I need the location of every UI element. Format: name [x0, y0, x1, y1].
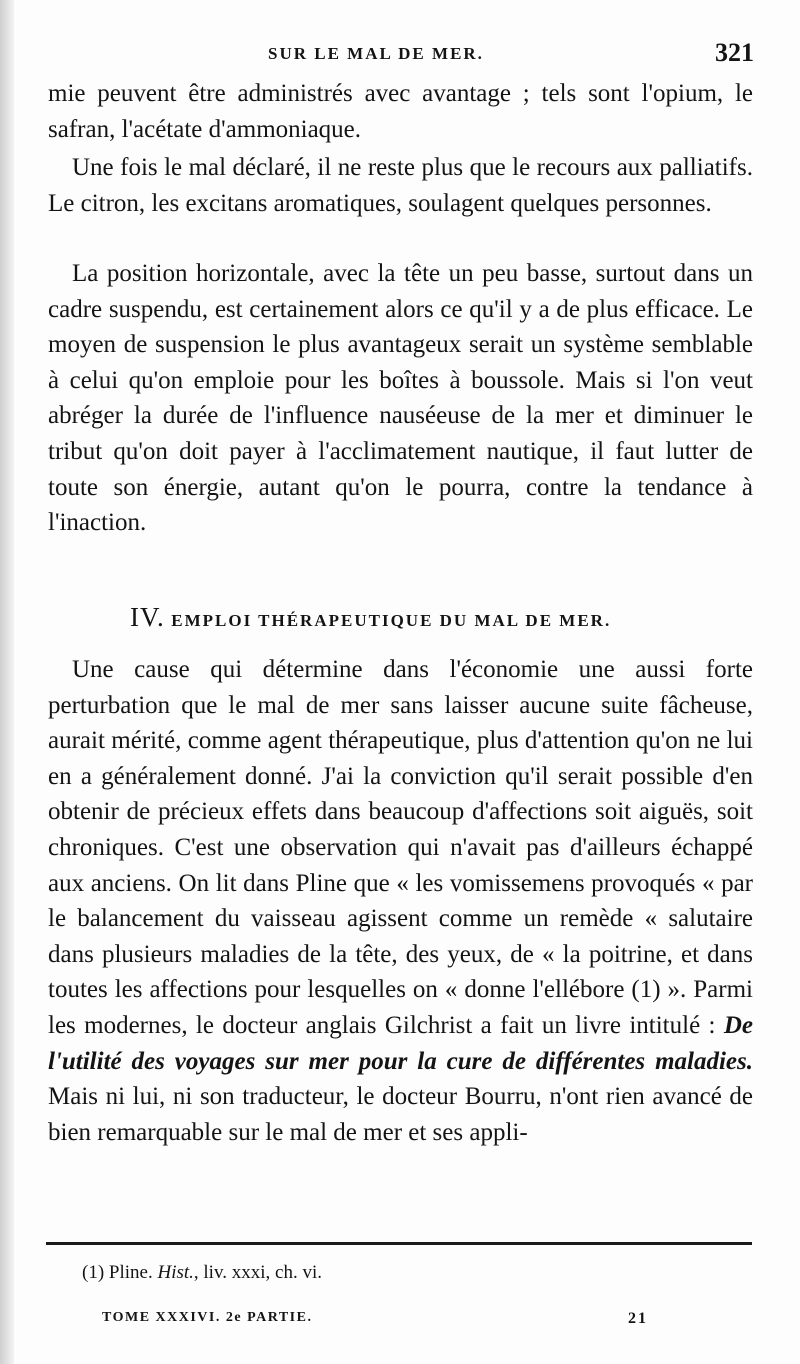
- paragraph-3: La position horizontale, avec la tête un peu basse, surtout dans un cadre suspendu, est certainement alors ce qu'il y a de plus efficace. Le moyen de suspension le plus avantageux serait un système semblable à celui qu'on emploie pour les boîtes à boussole. Mais si l'on veut abréger la durée de l'influence nauséeuse de la mer et diminuer le tribut qu'on doit payer à l'acclimatement nautique, il faut lutter de toute son énergie, autant qu'on le pourra, contre la tendance à l'inaction.: [48, 260, 753, 537]
- footnote-marker: (1): [82, 1262, 105, 1283]
- paragraph-4: [48, 652, 753, 1150]
- paragraph-continuation: [48, 76, 753, 147]
- footnote-reference: , liv. xxxi, ch. vi.: [193, 1262, 322, 1283]
- page-gutter: [0, 0, 14, 1364]
- paragraph-palliatives: [48, 150, 753, 221]
- section-title: EMPLOI THÉRAPEUTIQUE DU MAL DE MER.: [171, 611, 612, 630]
- paragraph-1: mie peuvent être administrés avec avantage ; tels sont l'opium, le safran, l'acétate d'ammoniaque.: [48, 80, 753, 143]
- paragraph-4-start: Une cause qui détermine dans l'économie une aussi forte perturbation que le mal de mer sans laisser aucune suite fâcheuse, aurait mérité, comme agent thérapeutique, plus d'attention qu'on ne lui en a généralement donné. J'ai la conviction qu'il serait possible d'en obtenir de précieux effets dans beaucoup d'affections soit aiguës, soit chroniques. C'est une observation qui n'avait pas d'ailleurs échappé aux anciens. On lit dans Pline que « les vomissemens provoqués « par le balancement du vaisseau agissent comme un remède « salutaire dans plusieurs maladies de la tête, des yeux, de « la poitrine, et dans toutes les affections pour lesquelles on « donne l'ellébore (1) ». Parmi les modernes, le docteur anglais Gilchrist a fait un livre intitulé :: [48, 656, 753, 1039]
- page-header: [0, 38, 800, 72]
- paragraph-4-end: Mais ni lui, ni son traducteur, le docteur Bourru, n'ont rien avancé de bien remarquable sur le mal de mer et ses appli-: [48, 1083, 753, 1146]
- paragraph-position: [48, 256, 753, 541]
- footnote-divider: [46, 1242, 752, 1245]
- footnote: [82, 1262, 322, 1284]
- running-title: SUR LE MAL DE MER.: [268, 44, 484, 63]
- book-title: De l'utilité des voyages sur mer pour la cure de différentes maladies.: [48, 1011, 754, 1075]
- footnote-author: Pline.: [108, 1262, 153, 1283]
- footnote-work: Hist.: [157, 1262, 194, 1283]
- section-number: IV.: [130, 602, 165, 632]
- volume-signature: TOME XXXIVI. 2e PARTIE.: [102, 1310, 313, 1325]
- page-number: 321: [715, 38, 754, 67]
- sheet-signature: 21: [628, 1310, 648, 1327]
- section-heading: [130, 602, 611, 633]
- paragraph-therapeutic: [48, 652, 753, 1150]
- paragraph-2: Une fois le mal déclaré, il ne reste plus que le recours aux palliatifs. Le citron, les excitans aromatiques, soulagent quelques personnes.: [48, 154, 753, 217]
